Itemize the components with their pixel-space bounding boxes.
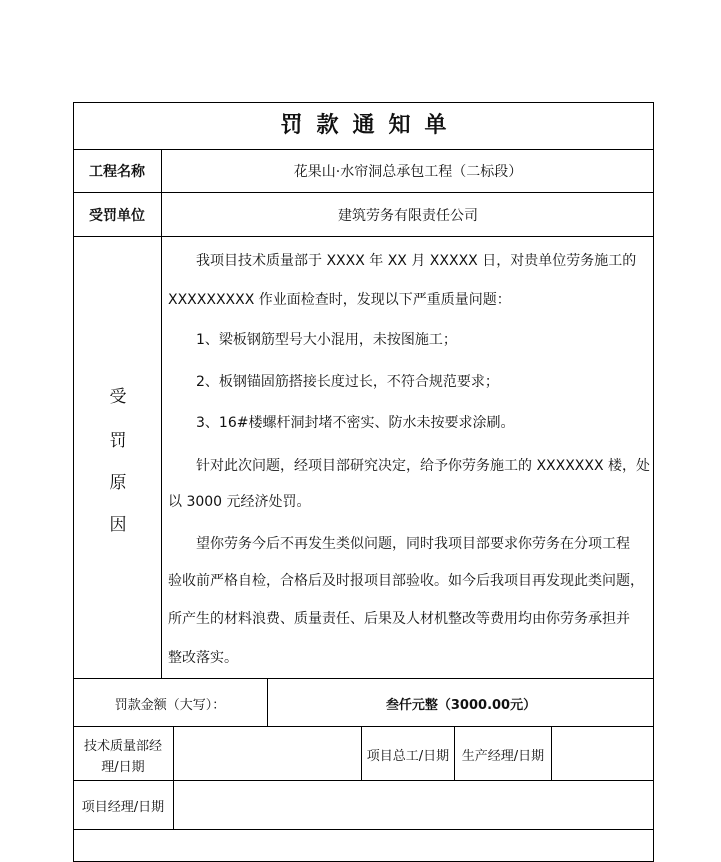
- tech-quality-manager-label: 技术质量部经: [83, 739, 162, 754]
- penalized-unit-value: 建筑劳务有限责任公司: [338, 208, 478, 224]
- reason-text-line: 我项目技术质量部于 XXXX 年 XX 月 XXXXX 日，对贵单位劳务施工的: [168, 253, 637, 269]
- column-divider: [161, 149, 162, 678]
- row-divider: [73, 829, 654, 830]
- document-title: 罚款通知单: [280, 113, 461, 138]
- row-divider: [73, 678, 654, 679]
- fine-amount-value: 叁仟元整（3000.00元）: [385, 698, 537, 713]
- reason-text-line: 所产生的材料浪费、质量责任、后果及人材机整改等费用均由你劳务承担并: [168, 611, 630, 627]
- tech-quality-manager-label-line2: 理/日期: [101, 760, 145, 775]
- reason-label-char: 因: [109, 515, 127, 535]
- penalized-unit-label: 受罚单位: [89, 208, 145, 224]
- reason-text-line: XXXXXXXXX 作业面检查时，发现以下严重质量问题：: [168, 292, 511, 308]
- column-divider: [551, 726, 552, 780]
- row-divider: [73, 726, 654, 727]
- fine-amount-label: 罚款金额（大写）：: [114, 698, 226, 713]
- reason-label-char: 罚: [109, 431, 127, 451]
- chief-engineer-label: 项目总工/日期: [366, 749, 450, 764]
- production-manager-label: 生产经理/日期: [461, 749, 545, 764]
- reason-text-line: 3、16#楼螺杆洞封堵不密实、防水未按要求涂刷。: [168, 415, 515, 431]
- column-divider: [173, 726, 174, 829]
- reason-text-line: 望你劳务今后不再发生类似问题，同时我项目部要求你劳务在分项工程: [168, 536, 630, 552]
- reason-text-line: 以 3000 元经济处罚。: [168, 494, 311, 510]
- row-divider: [73, 780, 654, 781]
- project-name-value: 花果山·水帘洞总承包工程（二标段）: [293, 164, 523, 180]
- reason-text-line: 针对此次问题，经项目部研究决定，给予你劳务施工的 XXXXXXX 楼，处: [168, 458, 651, 474]
- reason-text-line: 2、板钢锚固筋搭接长度过长，不符合规范要求；: [168, 374, 499, 390]
- project-name-label: 工程名称: [89, 164, 145, 180]
- reason-text-line: 整改落实。: [168, 650, 238, 666]
- reason-text-line: 1、梁板钢筋型号大小混用，未按图施工；: [168, 332, 457, 348]
- reason-text-line: 验收前严格自检，合格后及时报项目部验收。如今后我项目再发现此类问题，: [168, 573, 644, 589]
- project-manager-label: 项目经理/日期: [81, 800, 165, 815]
- reason-label-char: 原: [109, 473, 127, 493]
- reason-label-char: 受: [109, 387, 127, 407]
